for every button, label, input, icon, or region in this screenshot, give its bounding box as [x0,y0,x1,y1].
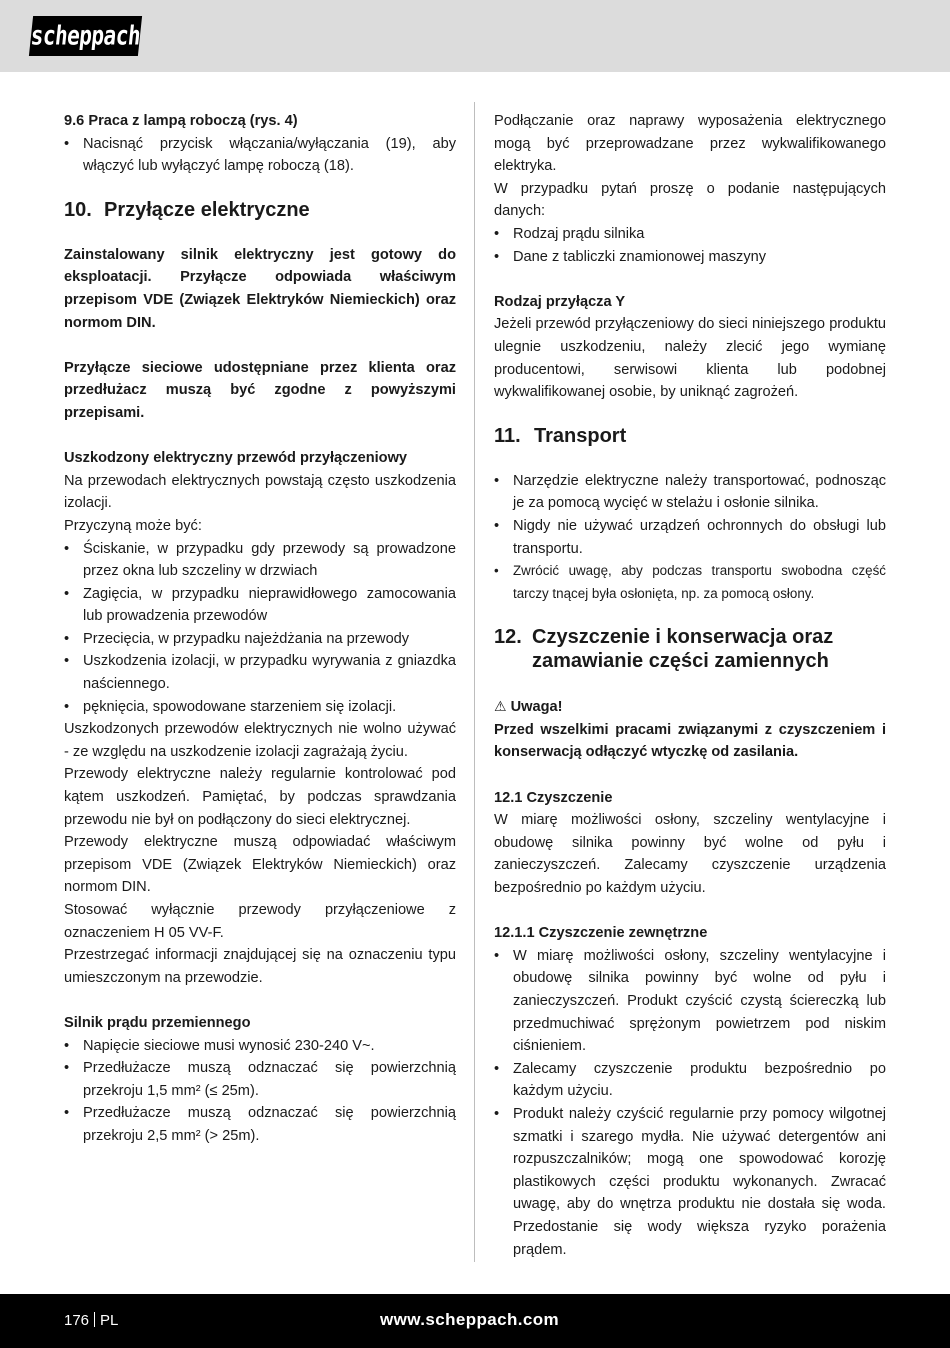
section-10-heading [64,198,456,222]
list-item: • Uszkodzenia izolacji, w przypadku wyrywania z gniazdka naściennego. [64,650,456,695]
website-link[interactable]: www.scheppach.com [380,1310,560,1329]
paragraph: Przewody elektryczne należy regularnie kontrolować pod kątem uszkodzeń. Pamiętać, by podczas sprawdzania przewodu nie był on podłączony do sieci elektrycznej. [64,766,456,828]
external-cleaning-list [494,945,886,1261]
footer-separator [94,1312,95,1327]
section-title: Czyszczenie i konserwacja oraz zamawianie części zamiennych [532,626,834,673]
list-item: • Dane z tabliczki znamionowej maszyny [494,246,886,269]
page-footer [0,1294,950,1348]
transport-list [494,470,886,560]
damage-causes-list [64,538,456,719]
section-12-1-title: 12.1 Czyszczenie [494,789,613,806]
list-item: • Zagięcia, w przypadku nieprawidłowego zamocowania lub prowadzenia przewodów [64,583,456,628]
warning-triangle-icon: ⚠ [494,698,507,715]
section-number: 12. [494,626,522,649]
list-item: • Zalecamy czyszczenie produktu bezpośrednio po każdym użyciu. [494,1058,886,1103]
connection-type-y-title: Rodzaj przyłącza Y [494,293,626,310]
list-item: • Nigdy nie używać urządzeń ochronnych do obsługi lub transportu. [494,515,886,560]
list-item: • Przecięcia, w przypadku najeżdżania na przewody [64,628,456,651]
column-divider [474,102,475,1262]
paragraph: Uszkodzonych przewodów elektrycznych nie wolno używać - ze względu na uszkodzenie izolacji zagrażają życiu. [64,721,456,760]
section-title: Przyłącze elektryczne [104,198,310,221]
section-title: Transport [534,424,627,447]
list-item: • Nacisnąć przycisk włączania/wyłączania (19), aby włączyć lub wyłączyć lampę roboczą (18). [64,133,456,178]
list-item: • Przedłużacze muszą odznaczać się powierzchnią przekroju 2,5 mm² (> 25m). [64,1102,456,1147]
section-number: 10. [64,198,92,221]
paragraph: Przestrzegać informacji znajdującej się na oznaczeniu typu umieszczonym na przewodzie. [64,947,456,986]
list-item: • Zwrócić uwagę, aby podczas transportu swobodna część tarczy tnącej była osłonięta, np. za pomocą osłony. [494,560,886,605]
warning-text: Przed wszelkimi pracami związanymi z czyszczeniem i konserwacją odłączyć wtyczkę od zasilania. [494,721,886,761]
ac-motor-title: Silnik prądu przemiennego [64,1014,251,1031]
warning-label: ⚠ Uwaga! [494,698,563,716]
paragraph: Stosować wyłącznie przewody przyłączeniowe z oznaczeniem H 05 VV-F. [64,902,456,941]
left-column [64,110,456,1148]
section-11-heading [494,424,886,448]
section-number: 11. [494,424,521,447]
required-data-list [494,223,886,268]
list-item: • Rodzaj prądu silnika [494,223,886,246]
right-column [494,110,886,1261]
section-12-heading [494,625,886,673]
list-item: • Produkt należy czyścić regularnie przy pomocy wilgotnej szmatki i szarego mydła. Nie używać detergentów ani rozpuszczalników; mogą one spowodować korozję plastikowych części produktu wykonanych. Zwracać uwagę, aby do wnętrza produktu nie dostała się woda. Przedostanie się wody większa ryzyko porażenia prądem. [494,1103,886,1261]
paragraph: Podłączanie oraz naprawy wyposażenia elektrycznego mogą być przeprowadzane przez wykwalifikowanego elektryka. [494,113,886,175]
list-item: • Ściskanie, w przypadku gdy przewody są prowadzone przez okna lub szczeliny w drzwiach [64,538,456,583]
ac-motor-list [64,1035,456,1148]
paragraph: W przypadku pytań proszę o podanie następujących danych: [494,180,886,220]
transport-note-list [494,560,886,605]
list-item: • Narzędzie elektryczne należy transportować, podnosząc je za pomocą wycięć w stelażu i osłonie silnika. [494,470,886,515]
damaged-cable-title: Uszkodzony elektryczny przewód przyłączeniowy [64,450,408,467]
mains-connection-note: Przyłącze sieciowe udostępniane przez klienta oraz przedłużacz muszą być zgodne z powyższymi przepisami. [64,359,456,421]
list-item: • Przedłużacze muszą odznaczać się powierzchnią przekroju 1,5 mm² (≤ 25m). [64,1057,456,1102]
paragraph: Jeżeli przewód przyłączeniowy do sieci niniejszego produktu ulegnie uszkodzeniu, należy zlecić jego wymianę producentowi, serwisowi klienta lub podobnej wykwalifikowanej osobie, by uniknąć zagrożeń. [494,316,886,401]
page-number-label: 176 PL [64,1312,119,1329]
list-item: • W miarę możliwości osłony, szczeliny wentylacyjne i obudowę silnika powinny być wolne od pyłu i zanieczyszczeń. Produkt czyścić czystą ściereczką lub przedmuchiwać sprężonym powietrzem pod niskim ciśnieniem. [494,945,886,1058]
page-header [0,0,950,72]
section-9-6-title: 9.6 Praca z lampą roboczą (rys. 4) [64,113,298,129]
paragraph: Na przewodach elektrycznych powstają często uszkodzenia izolacji. [64,472,456,512]
section-9-6-list [64,133,456,178]
scheppach-logo: scheppach [29,16,142,56]
list-item: • Napięcie sieciowe musi wynosić 230-240 V~. [64,1035,456,1058]
list-item: • pęknięcia, spowodowane starzeniem się izolacji. [64,696,456,719]
paragraph: Przyczyną może być: [64,517,202,534]
installation-note: Zainstalowany silnik elektryczny jest gotowy do eksploatacji. Przyłącze odpowiada właściwym przepisom VDE (Związek Elektryków Niemieckich) oraz normom DIN. [64,246,456,331]
section-12-1-1-title: 12.1.1 Czyszczenie zewnętrzne [494,925,708,942]
paragraph: Przewody elektryczne muszą odpowiadać właściwym przepisom VDE (Związek Elektryków Niemieckich) oraz normom DIN. [64,834,456,896]
paragraph: W miarę możliwości osłony, szczeliny wentylacyjne i obudowę silnika powinny być wolne od pyłu i zanieczyszczeń. Zalecamy czyszczenie urządzenia bezpośrednio po każdym użyciu. [494,812,886,897]
